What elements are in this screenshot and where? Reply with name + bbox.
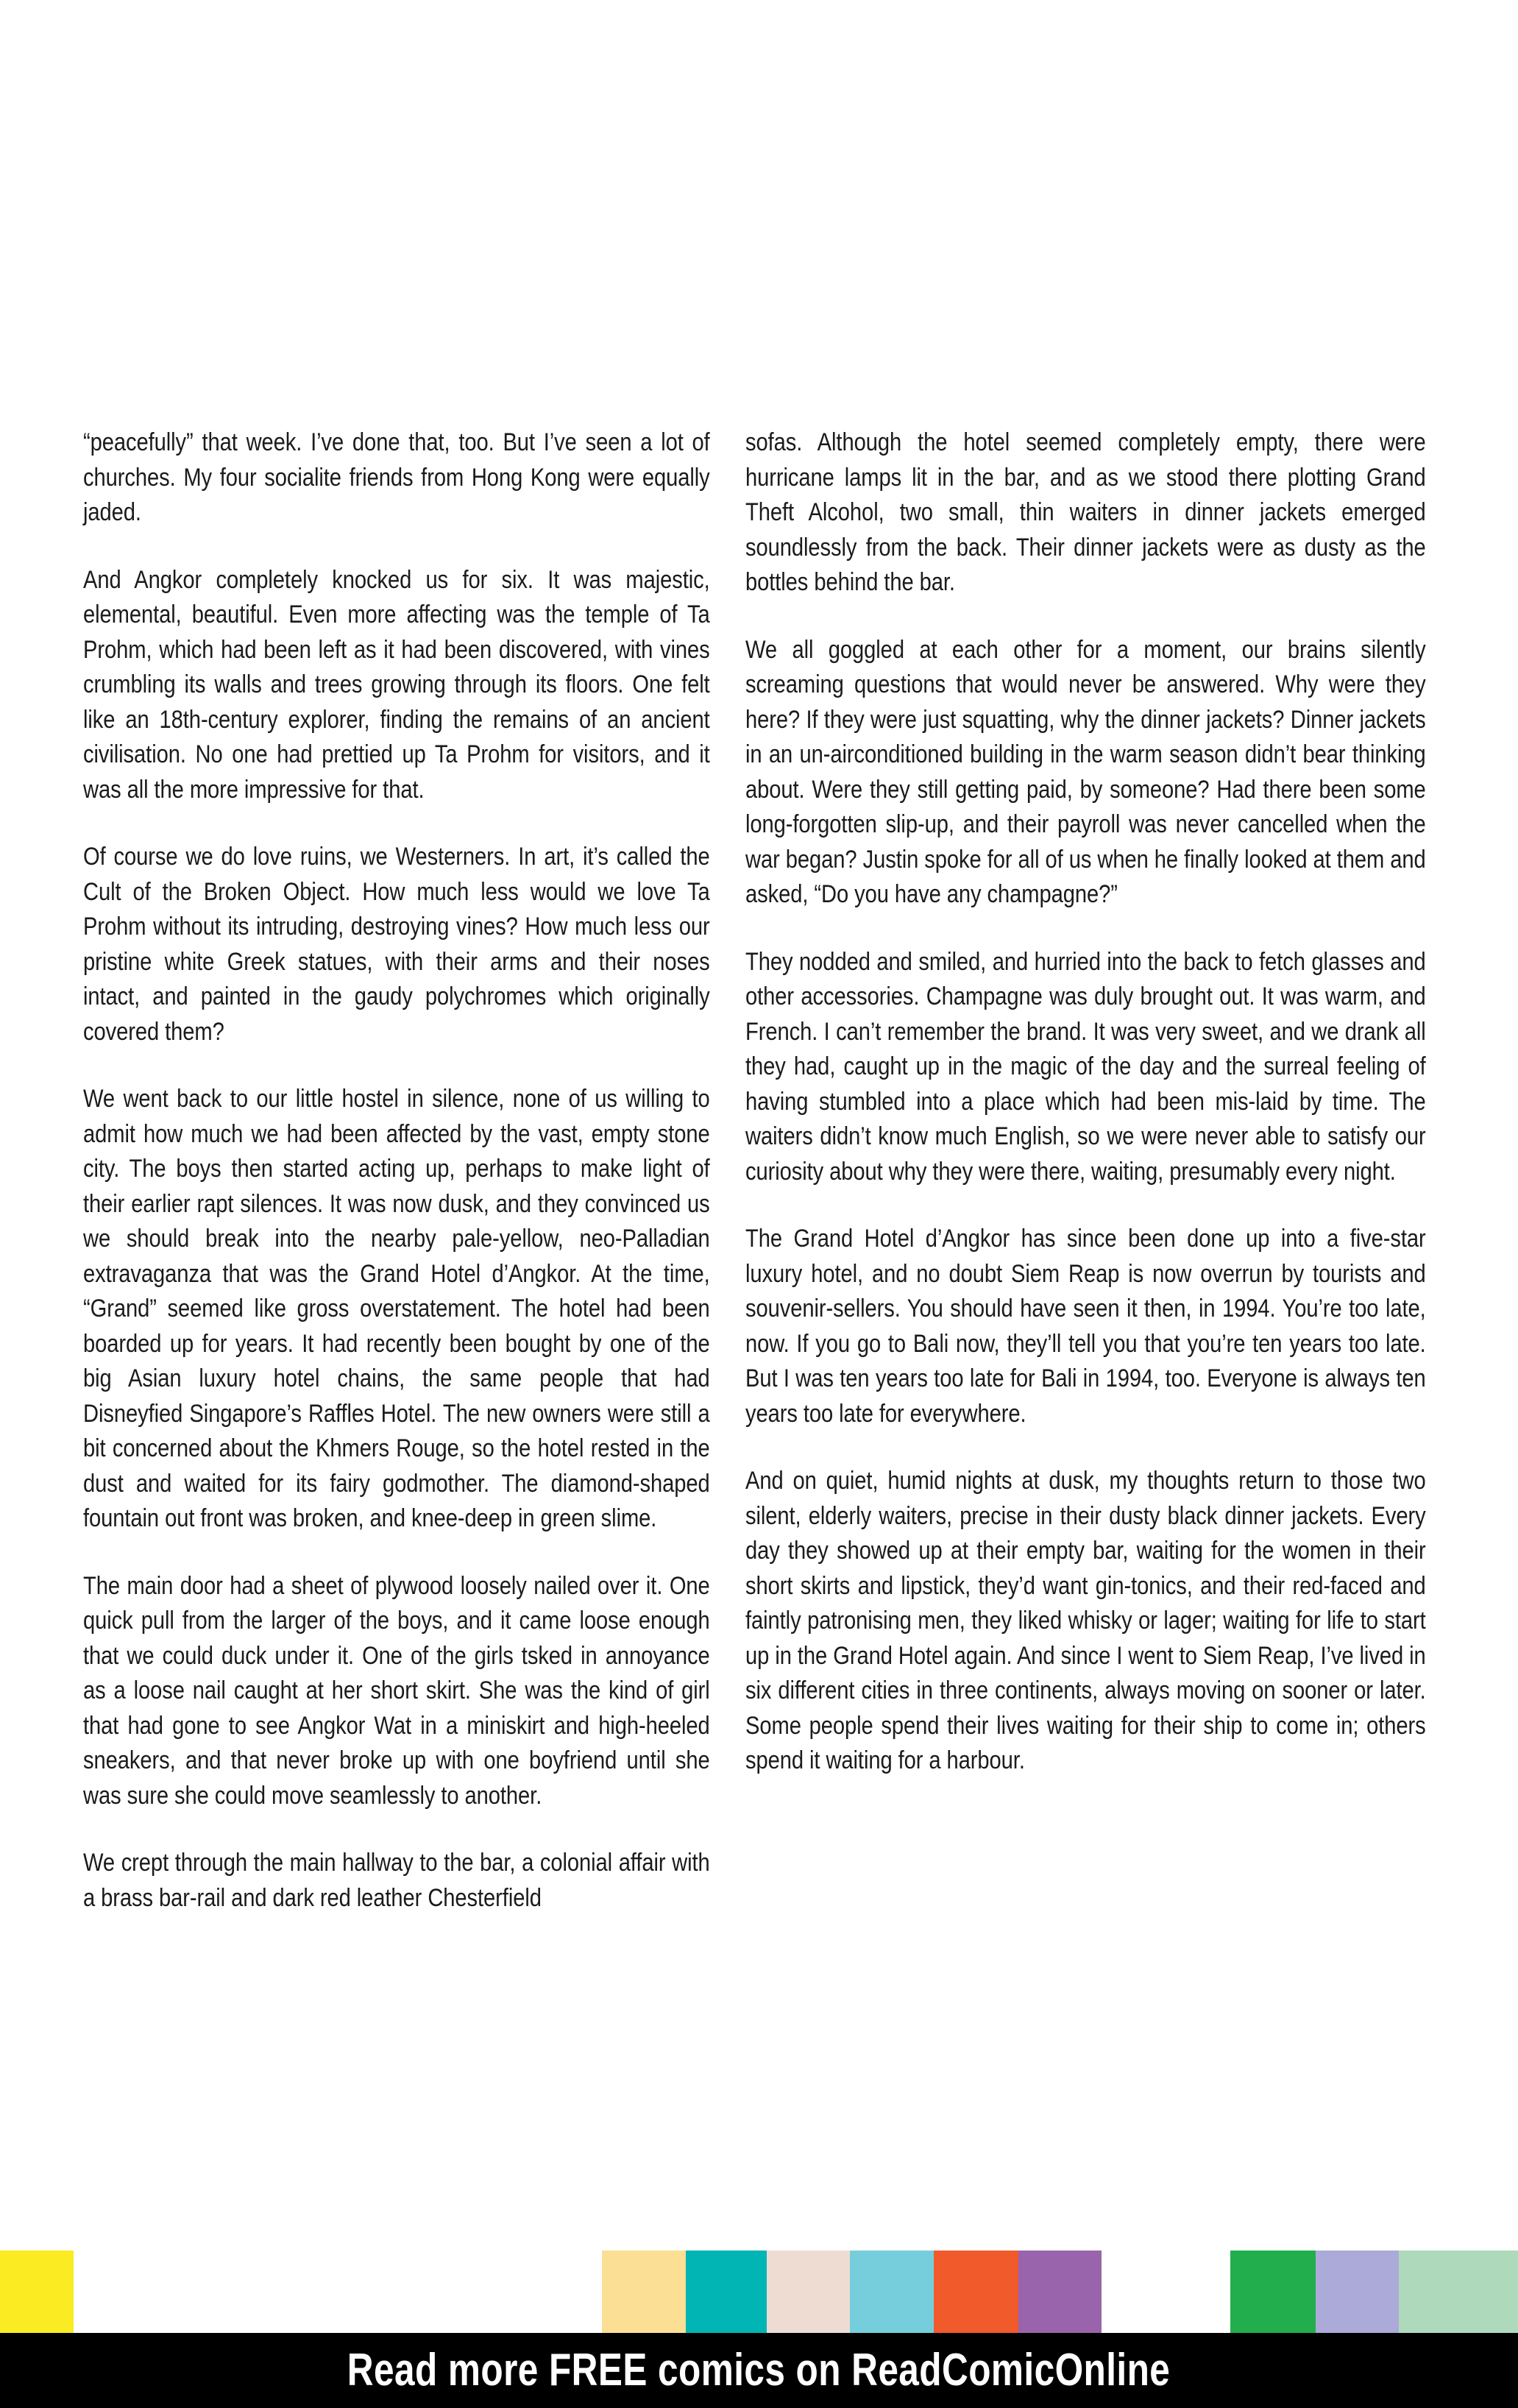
color-swatch-lavender — [1316, 2251, 1399, 2333]
paragraph: sofas. Although the hotel seemed completely empty, there were hurricane lamps lit in the bar, and as we stood there plotting Grand Theft Alcohol, two small, thin waiters in dinner jackets emerged soundlessly from the back. Their dinner jackets were as dusty as the bottles behind the bar. — [745, 428, 1426, 596]
left-text-column — [83, 425, 710, 1916]
footer-promo-banner[interactable] — [0, 2333, 1518, 2408]
color-swatch-blush — [767, 2251, 850, 2333]
color-swatch-orange-red — [934, 2251, 1018, 2333]
paragraph: “peacefully” that week. I’ve done that, too. But I’ve seen a lot of churches. My four socialite friends from Hong Kong were equally jaded. — [83, 428, 710, 526]
paragraph: We crept through the main hallway to the bar, a colonial affair with a brass bar-rail and dark red leather Chesterfield — [83, 1849, 710, 1912]
footer-promo-text: Read more FREE comics on ReadComicOnline — [347, 2345, 1171, 2395]
paragraph: The Grand Hotel d’Angkor has since been done up into a five-star luxury hotel, and no doubt Siem Reap is now overrun by tourists and souvenir-sellers. You should have seen it then, in 1994. You’re too late, now. If you go to Bali now, they’ll tell you that you’re ten years too late. But I was ten years too late for Bali in 1994, too. Everyone is always ten years too late for everywhere. — [745, 1225, 1426, 1428]
color-swatch-teal — [686, 2251, 767, 2333]
color-swatch-mint — [1399, 2251, 1518, 2333]
paragraph: They nodded and smiled, and hurried into the back to fetch glasses and other accessories. Champagne was duly brought out. It was warm, and French. I can’t remember the brand. It was very sweet, and we drank all they had, caught up in the magic of the day and the surreal feeling of having stumbled into a place which had been mis-laid by time. The waiters didn’t know much English, so we were never able to satisfy our curiosity about why they were there, waiting, presumably every night. — [745, 947, 1426, 1186]
paragraph: We all goggled at each other for a moment, our brains silently screaming questions that would never be answered. Why were they here? If they were just squatting, why the dinner jackets? Dinner jackets in an un-airconditioned building in the warm season didn’t bear thinking about. Were they still getting paid, by someone? Had there been some long-forgotten slip-up, and their payroll was never cancelled when the war began? Justin spoke for all of us when he finally looked at them and asked, “Do you have any champagne?” — [745, 635, 1426, 908]
paragraph: And on quiet, humid nights at dusk, my thoughts return to those two silent, elderly waiters, precise in their dusty black dinner jackets. Every day they showed up at their empty bar, waiting for the women in their short skirts and lipstick, they’d want gin-tonics, and their red-faced and faintly patronising men, they liked whisky or lager; waiting for life to start up in the Grand Hotel again. And since I went to Siem Reap, I’ve lived in six different cities in three continents, always moving on sooner or later. Some people spend their lives waiting for their ship to come in; others spend it waiting for a harbour. — [745, 1467, 1426, 1774]
paragraph: The main door had a sheet of plywood loosely nailed over it. One quick pull from the larger of the boys, and it came loose enough that we could duck under it. One of the girls tsked in annoyance as a loose nail caught at her short skirt. She was the kind of girl that had gone to see Angkor Wat in a miniskirt and high-heeled sneakers, and that never broke up with one boyfriend until she was sure she could move seamlessly to another. — [83, 1571, 710, 1810]
color-swatch-purple — [1018, 2251, 1102, 2333]
color-swatch-pale-gold — [602, 2251, 686, 2333]
color-swatch-sky-blue — [850, 2251, 934, 2333]
paragraph: We went back to our little hostel in silence, none of us willing to admit how much we had been affected by the vast, empty stone city. The boys then started acting up, perhaps to make light of their earlier rapt silences. It was now dusk, and they convinced us we should break into the nearby pale-yellow, neo-Palladian extravaganza that was the Grand Hotel d’Angkor. At the time, “Grand” seemed like gross overstatement. The hotel had been boarded up for years. It had recently been bought by one of the big Asian luxury hotel chains, the same people that had Disneyfied Singapore’s Raffles Hotel. The new owners were still a bit concerned about the Khmers Rouge, so the hotel rested in the dust and waited for its fairy godmother. The diamond-shaped fountain out front was broken, and knee-deep in green slime. — [83, 1085, 710, 1532]
paragraph: And Angkor completely knocked us for six. It was majestic, elemental, beautiful. Even more affecting was the temple of Ta Prohm, which had been left as it had been discovered, with vines crumbling its walls and trees growing through its floors. One felt like an 18th-century explorer, finding the remains of an ancient civilisation. No one had prettied up Ta Prohm for visitors, and it was all the more impressive for that. — [83, 565, 710, 804]
color-swatch-yellow — [0, 2251, 74, 2333]
color-swatch-green — [1230, 2251, 1316, 2333]
paragraph: Of course we do love ruins, we Westerners. In art, it’s called the Cult of the Broken Object. How much less would we love Ta Prohm without its intruding, destroying vines? How much less our pristine white Greek statues, with their arms and their noses intact, and painted in the gaudy polychromes which originally covered them? — [83, 843, 710, 1046]
right-text-column — [745, 425, 1426, 1779]
color-swatch-strip — [0, 2251, 1518, 2333]
two-column-text-body — [83, 425, 1426, 1916]
